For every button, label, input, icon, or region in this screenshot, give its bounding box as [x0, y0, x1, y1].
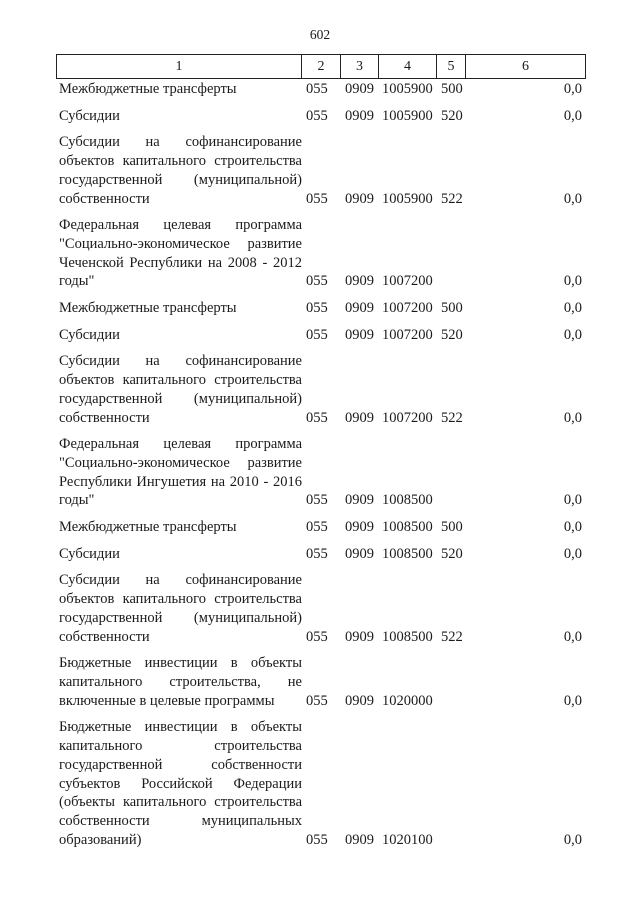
row-code-section: 0909 [345, 545, 374, 562]
row-code-section: 0909 [345, 628, 374, 645]
row-amount: 0,0 [563, 300, 582, 317]
row-code-section: 0909 [345, 831, 374, 848]
table-row [0, 545, 640, 564]
row-code-section: 0909 [345, 300, 374, 317]
row-code-target: 1005900 [382, 190, 433, 207]
row-code-admin: 055 [306, 831, 328, 848]
table-row [0, 352, 640, 427]
row-code-target: 1020100 [382, 831, 433, 848]
row-code-admin: 055 [306, 692, 328, 709]
row-code-target: 1020000 [382, 692, 433, 709]
column-header-5: 5 [437, 55, 466, 79]
row-code-expense-type: 500 [441, 81, 463, 97]
row-code-admin: 055 [306, 273, 328, 290]
row-amount: 0,0 [563, 831, 582, 848]
row-amount: 0,0 [563, 107, 582, 124]
row-amount: 0,0 [563, 692, 582, 709]
row-code-admin: 055 [306, 545, 328, 562]
row-amount: 0,0 [563, 273, 582, 290]
row-code-section: 0909 [345, 326, 374, 343]
row-name: Субсидии на софинансирование объектов капитального строительства государственной (муниципальной) собственности [59, 572, 302, 645]
budget-table-body [0, 80, 640, 857]
table-row [0, 216, 640, 291]
row-code-section: 0909 [345, 190, 374, 207]
row-code-section: 0909 [345, 409, 374, 426]
column-header-1: 1 [57, 55, 302, 79]
row-code-target: 1008500 [382, 519, 433, 536]
row-code-section: 0909 [345, 273, 374, 290]
row-code-admin: 055 [306, 628, 328, 645]
row-code-admin: 055 [306, 190, 328, 207]
row-code-target: 1005900 [382, 107, 433, 124]
row-code-section: 0909 [345, 81, 374, 97]
row-name: Бюджетные инвестиции в объекты капитального строительства, не включенные в целевые программы [59, 655, 302, 709]
column-header-row [57, 55, 586, 79]
column-header-6: 6 [466, 55, 586, 79]
row-code-target: 1007200 [382, 326, 433, 343]
row-code-target: 1005900 [382, 81, 433, 97]
table-row [0, 80, 640, 99]
row-code-section: 0909 [345, 492, 374, 509]
row-name: Субсидии на софинансирование объектов капитального строительства государственной (муниципальной) собственности [59, 134, 302, 207]
row-code-expense-type: 520 [441, 545, 463, 562]
row-code-target: 1008500 [382, 545, 433, 562]
row-name: Бюджетные инвестиции в объекты капитального строительства государственной собственности субъектов Российской Федерации (объекты капитального строительства собственности муниципальных образований) [59, 719, 302, 848]
table-row [0, 299, 640, 318]
column-header-2: 2 [302, 55, 341, 79]
row-code-expense-type: 522 [441, 409, 463, 426]
row-name: Федеральная целевая программа "Социально-экономическое развитие Чеченской Республики на 2008 - 2012 годы" [59, 217, 302, 290]
row-code-target: 1007200 [382, 273, 433, 290]
row-code-section: 0909 [345, 692, 374, 709]
row-amount: 0,0 [563, 519, 582, 536]
row-amount: 0,0 [563, 326, 582, 343]
row-name: Межбюджетные трансферты [59, 300, 237, 317]
row-amount: 0,0 [563, 190, 582, 207]
row-name: Субсидии [59, 545, 120, 562]
row-code-target: 1008500 [382, 628, 433, 645]
row-amount: 0,0 [563, 81, 582, 97]
row-code-target: 1008500 [382, 492, 433, 509]
table-row [0, 107, 640, 126]
table-row [0, 571, 640, 646]
row-amount: 0,0 [563, 492, 582, 509]
row-code-target: 1007200 [382, 300, 433, 317]
row-code-expense-type: 520 [441, 326, 463, 343]
row-code-target: 1007200 [382, 409, 433, 426]
page-number: 602 [309, 27, 331, 42]
row-name: Межбюджетные трансферты [59, 519, 237, 536]
row-code-expense-type: 500 [441, 519, 463, 536]
row-code-admin: 055 [306, 492, 328, 509]
table-row [0, 718, 640, 849]
row-code-admin: 055 [306, 409, 328, 426]
row-name: Субсидии [59, 107, 120, 124]
row-code-expense-type: 520 [441, 107, 463, 124]
row-code-admin: 055 [306, 81, 328, 97]
table-row [0, 326, 640, 345]
row-amount: 0,0 [563, 409, 582, 426]
row-code-admin: 055 [306, 107, 328, 124]
row-name: Межбюджетные трансферты [59, 81, 237, 97]
table-row [0, 133, 640, 208]
row-code-admin: 055 [306, 300, 328, 317]
table-row [0, 435, 640, 510]
table-row [0, 518, 640, 537]
row-name: Федеральная целевая программа "Социально-экономическое развитие Республики Ингушетия на 2010 - 2016 годы" [59, 436, 302, 509]
row-code-admin: 055 [306, 326, 328, 343]
row-code-admin: 055 [306, 519, 328, 536]
column-header-table [56, 54, 586, 79]
table-row [0, 654, 640, 710]
row-code-expense-type: 500 [441, 300, 463, 317]
row-name: Субсидии [59, 326, 120, 343]
column-header-4: 4 [379, 55, 437, 79]
row-name: Субсидии на софинансирование объектов капитального строительства государственной (муниципальной) собственности [59, 353, 302, 426]
row-code-expense-type: 522 [441, 628, 463, 645]
row-code-section: 0909 [345, 107, 374, 124]
row-amount: 0,0 [563, 545, 582, 562]
row-code-section: 0909 [345, 519, 374, 536]
column-header-3: 3 [341, 55, 379, 79]
row-code-expense-type: 522 [441, 190, 463, 207]
row-amount: 0,0 [563, 628, 582, 645]
